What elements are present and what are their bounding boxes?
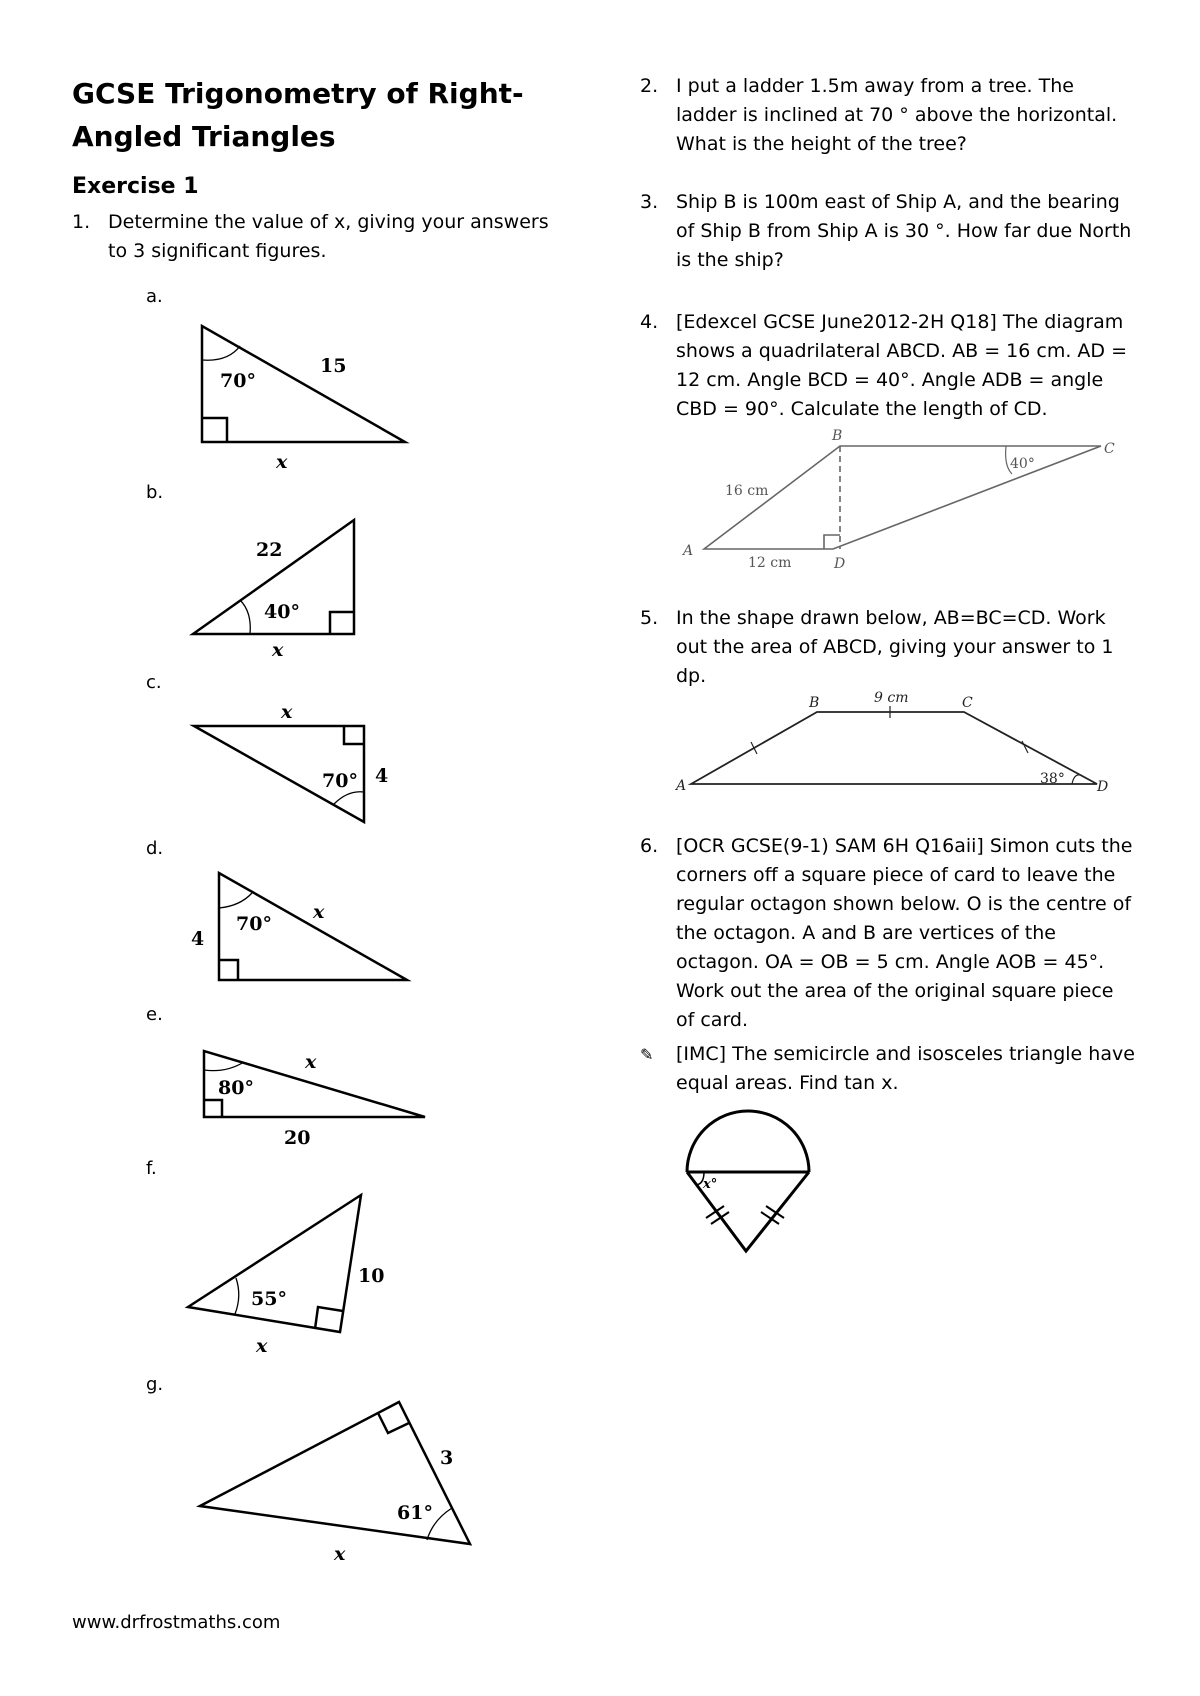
part-g-letter: g. [146, 1374, 164, 1395]
part-a-letter: a. [146, 286, 163, 307]
q3-text: Ship B is 100m east of Ship A, and the bearing of Ship B from Ship A is 30 °. How far due North is the ship? [676, 191, 1132, 271]
trapezium-abcd-q5 [691, 706, 1097, 784]
q5-label-d: D [1097, 779, 1109, 795]
part-f-letter: f. [146, 1158, 157, 1179]
part-d-angle: 70° [236, 913, 272, 935]
part-a-hypotenuse: 15 [320, 355, 347, 377]
part-f-side: 10 [358, 1265, 385, 1287]
part-d-side: 4 [191, 928, 205, 950]
part-d-letter: d. [146, 838, 164, 859]
footer-website[interactable]: www.drfrostmaths.com [72, 1612, 281, 1633]
part-b-letter: b. [146, 482, 164, 503]
q4-label-ad: 12 cm [748, 555, 792, 571]
part-b-unknown: x [272, 639, 284, 661]
q5-label-c: C [962, 695, 973, 711]
q1-number: 1. [72, 211, 91, 233]
part-e-side: 20 [284, 1127, 311, 1149]
part-g-side: 3 [440, 1447, 454, 1469]
q4-label-a: A [683, 543, 694, 559]
part-c-letter: c. [146, 672, 162, 693]
q4-label-angle: 40° [1010, 456, 1035, 472]
part-e-letter: e. [146, 1004, 163, 1025]
part-e-unknown: x [305, 1051, 317, 1073]
q3-number: 3. [640, 191, 659, 213]
q5-label-angle: 38° [1040, 771, 1065, 787]
q4-label-c: C [1104, 441, 1115, 457]
part-a-unknown: x [276, 451, 288, 473]
q4-text: [Edexcel GCSE June2012-2H Q18] The diagram shows a quadrilateral ABCD. AB = 16 cm. AD = 12 cm. Angle BCD = 40°. Angle ADB = angle CBD = 90°. Calculate the length of CD. [676, 311, 1127, 420]
q4-label-b: B [832, 428, 843, 444]
q2-number: 2. [640, 75, 659, 97]
q5-text: In the shape drawn below, AB=BC=CD. Work out the area of ABCD, giving your answer to 1 dp. [676, 607, 1114, 687]
q7-text: [IMC] The semicircle and isosceles triangle have equal areas. Find tan x. [676, 1043, 1135, 1094]
part-c-unknown: x [281, 701, 293, 723]
q2-text: I put a ladder 1.5m away from a tree. The ladder is inclined at 70 ° above the horizontal. What is the height of the tree? [676, 75, 1118, 155]
q5-number: 5. [640, 607, 659, 629]
exercise-heading: Exercise 1 [72, 174, 199, 199]
part-c-side: 4 [375, 765, 389, 787]
part-b-hypotenuse: 22 [256, 539, 283, 561]
part-c-angle: 70° [322, 770, 358, 792]
q5-label-bc: 9 cm [874, 690, 909, 706]
part-g-angle: 61° [397, 1502, 433, 1524]
q7-number: ✎ [640, 1045, 654, 1064]
part-f-angle: 55° [251, 1288, 287, 1310]
part-a-angle: 70° [220, 370, 256, 392]
page-title: GCSE Trigonometry of Right-Angled Triangles [72, 77, 524, 153]
q5-label-a: A [676, 778, 687, 794]
part-b-angle: 40° [264, 601, 300, 623]
q4-label-ab: 16 cm [725, 483, 769, 499]
part-f-unknown: x [256, 1335, 268, 1357]
q6-text: [OCR GCSE(9-1) SAM 6H Q16aii] Simon cuts the corners off a square piece of card to leave the regular octagon shown below. O is the centre of the octagon. A and B are vertices of the octagon. OA = OB = 5 cm. Angle AOB = 45°. Work out the area of the original square piece of card. [676, 835, 1133, 1031]
part-d-unknown: x [313, 901, 325, 923]
q5-label-b: B [809, 695, 820, 711]
part-g-unknown: x [334, 1543, 346, 1565]
part-e-angle: 80° [218, 1077, 254, 1099]
q4-label-d: D [834, 556, 846, 572]
q7-angle-label: x° [703, 1177, 718, 1192]
q1-text: Determine the value of x, giving your answers to 3 significant figures. [108, 211, 549, 262]
q6-number: 6. [640, 835, 659, 857]
q4-number: 4. [640, 311, 659, 333]
